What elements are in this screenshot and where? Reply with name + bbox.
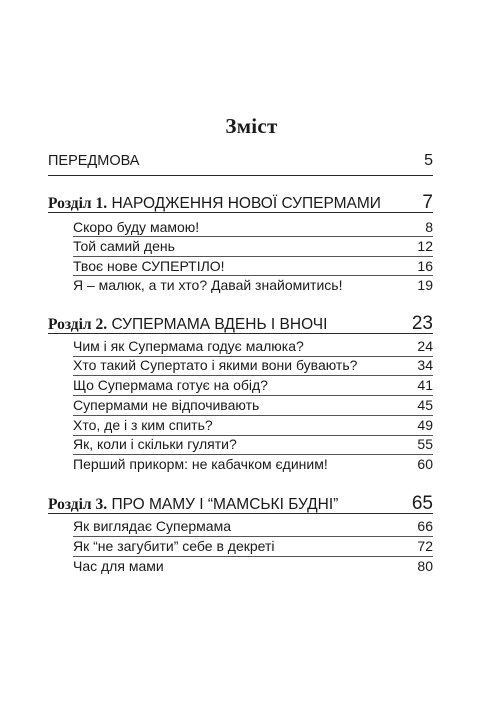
toc-entry[interactable] [73, 277, 433, 293]
toc-page-number: 60 [417, 456, 433, 472]
entry-title: Як “не загубити” себе в декреті [73, 538, 275, 554]
toc-entry[interactable] [73, 456, 433, 472]
divider [48, 513, 433, 514]
toc-entry[interactable] [73, 436, 433, 452]
divider [73, 454, 433, 455]
chapter-label: Розділ 2. [48, 316, 108, 333]
toc-entry[interactable] [73, 338, 433, 354]
toc-entry[interactable] [73, 397, 433, 413]
entry-title: Час для мами [73, 558, 164, 574]
toc-page-number: 66 [417, 518, 433, 534]
toc-page-number: 41 [417, 377, 433, 393]
toc-page-number: 49 [417, 417, 433, 433]
toc-page-number: 65 [411, 493, 433, 514]
toc-entry[interactable] [73, 518, 433, 534]
toc-page-number: 45 [417, 397, 433, 413]
toc-entry[interactable] [73, 417, 433, 433]
toc-page-number: 24 [417, 338, 433, 354]
entry-title: Перший прикорм: не кабачком єдиним! [73, 456, 328, 472]
toc-entry[interactable] [73, 377, 433, 393]
toc-entry[interactable] [73, 538, 433, 554]
toc-chapter-2[interactable] [48, 313, 433, 335]
entry-title: Як виглядає Супермама [73, 518, 232, 534]
toc-preface-label: ПЕРЕДМОВА [48, 153, 140, 169]
toc-page-number: 80 [417, 558, 433, 574]
toc-page-number: 5 [424, 152, 433, 169]
divider [73, 415, 433, 416]
chapter-label: Розділ 1. [48, 195, 108, 212]
toc-entry[interactable] [73, 219, 433, 235]
divider [48, 175, 433, 176]
entry-title: Супермами не відпочивають [73, 397, 260, 413]
divider [73, 236, 433, 237]
divider [73, 275, 433, 276]
divider [73, 256, 433, 257]
toc-page-number: 7 [422, 192, 433, 213]
toc-page-number: 55 [417, 436, 433, 452]
divider [48, 333, 433, 334]
entry-title: Той самий день [73, 238, 175, 254]
divider [73, 536, 433, 537]
toc-page-number: 23 [411, 313, 433, 334]
toc-chapter-3[interactable] [48, 493, 433, 515]
chapter-title: СУПЕРМАМА ВДЕНЬ І ВНОЧІ [111, 316, 328, 333]
entry-title: Хто, де і з ким спить? [73, 417, 213, 433]
toc-page-number: 16 [417, 258, 433, 274]
toc-preface[interactable] [48, 152, 433, 170]
toc-entry[interactable] [73, 558, 433, 574]
chapter-title: ПРО МАМУ І “МАМСЬКІ БУДНІ” [111, 496, 339, 513]
entry-title: Хто такий Супертато і якими вони бувають? [73, 357, 358, 373]
toc-title: Зміст [225, 114, 278, 138]
entry-title: Скоро буду мамою! [73, 219, 200, 235]
entry-title: Як, коли і скільки гуляти? [73, 436, 237, 452]
toc-page-number: 12 [417, 238, 433, 254]
toc-page-number: 72 [417, 538, 433, 554]
entry-title: Я – малюк, а ти хто? Давай знайомитись! [73, 277, 343, 293]
toc-entry[interactable] [73, 357, 433, 373]
divider [73, 556, 433, 557]
chapter-label: Розділ 3. [48, 496, 108, 513]
divider [73, 375, 433, 376]
toc-entry[interactable] [73, 258, 433, 274]
entry-title: Твоє нове СУПЕРТІЛО! [73, 258, 225, 274]
toc-page-number: 34 [417, 357, 433, 373]
toc-entry[interactable] [73, 238, 433, 254]
divider [48, 212, 433, 213]
divider [73, 395, 433, 396]
chapter-title: НАРОДЖЕННЯ НОВОЇ СУПЕРМАМИ [111, 195, 381, 212]
entry-title: Чим і як Супермама годує малюка? [73, 338, 304, 354]
toc-page-number: 8 [425, 219, 433, 235]
toc-page-number: 19 [417, 277, 433, 293]
entry-title: Що Супермама готує на обід? [73, 377, 268, 393]
toc-chapter-1[interactable] [48, 192, 433, 214]
